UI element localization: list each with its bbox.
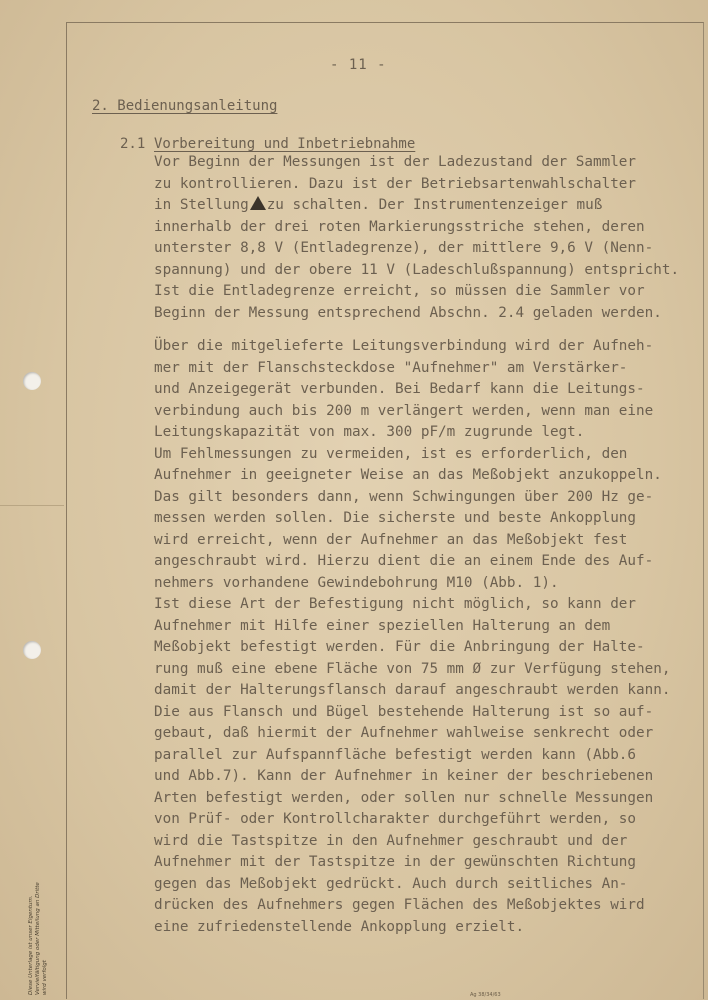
text-line: gegen das Meßobjekt gedrückt. Auch durch seitliches An- — [154, 875, 628, 892]
text-line: Um Fehlmessungen zu vermeiden, ist es erforderlich, den — [154, 445, 628, 462]
footer-note: Ag 38/34/63 — [470, 992, 501, 998]
text-line: und Anzeigegerät verbunden. Bei Bedarf kann die Leitungs- — [154, 381, 645, 397]
text-line: Leitungskapazität von max. 300 pF/m zugrunde legt. — [154, 424, 585, 440]
text-line: rung muß eine ebene Fläche von 75 mm Ø zur Verfügung stehen, — [154, 660, 671, 677]
text-line: eine zufriedenstellende Ankopplung erzielt. — [154, 918, 525, 935]
text-line: gebaut, daß hiermit der Aufnehmer wahlweise senkrecht oder — [154, 725, 654, 741]
text-segment: zu schalten. Der Instrumentenzeiger muß — [266, 197, 603, 213]
text-line: Aufnehmer in geeigneter Weise an das Meßobjekt anzukoppeln. — [154, 467, 662, 483]
text-line: innerhalb der drei roten Markierungsstriche stehen, deren — [154, 218, 645, 235]
text-line: Ist die Entladegrenze erreicht, so müssen die Sammler vor — [154, 283, 645, 299]
text-line: Meßobjekt befestigt werden. Für die Anbringung der Halte- — [154, 639, 645, 655]
subsection-number: 2.1 — [120, 136, 146, 152]
text-line: Ist diese Art der Befestigung nicht möglich, so kann der — [154, 596, 637, 612]
text-line: drücken des Aufnehmers gegen Flächen des Meßobjektes wird — [154, 897, 645, 913]
text-line: wird die Tastspitze in den Aufnehmer geschraubt und der — [154, 832, 628, 849]
text-line: spannung) und der obere 11 V (Ladeschlußspannung) entspricht. — [154, 261, 680, 278]
text-line: Die aus Flansch und Bügel bestehende Halterung ist so auf- — [154, 703, 654, 720]
triangle-symbol-icon — [250, 196, 266, 210]
text-line: angeschraubt wird. Hierzu dient die an einem Ende des Auf- — [154, 553, 654, 569]
text-line: Aufnehmer mit Hilfe einer speziellen Halterung an dem — [154, 617, 611, 634]
subsection-title: Vorbereitung und Inbetriebnahme — [154, 136, 416, 152]
text-line: von Prüf- oder Kontrollcharakter durchgeführt werden, so — [154, 811, 637, 827]
punch-hole-icon — [23, 372, 41, 390]
text-line: wird erreicht, wenn der Aufnehmer an das Meßobjekt fest — [154, 531, 628, 548]
text-line: und Abb.7). Kann der Aufnehmer in keiner der beschriebenen — [154, 768, 654, 784]
text-line: damit der Halterungsflansch darauf angeschraubt werden kann. — [154, 682, 671, 698]
text-line: zu kontrollieren. Dazu ist der Betriebsartenwahlschalter — [154, 175, 637, 192]
text-segment: in Stellung — [154, 197, 249, 213]
text-line: Aufnehmer mit der Tastspitze in der gewünschten Richtung — [154, 854, 637, 870]
text-line: Beginn der Messung entsprechend Abschn. 2.4 geladen werden. — [154, 304, 662, 321]
text-line: messen werden sollen. Die sicherste und beste Ankopplung — [154, 510, 637, 526]
paragraph-charge-check — [154, 152, 694, 324]
paragraph-connection-mounting — [154, 336, 694, 938]
punch-hole-icon — [23, 641, 41, 659]
margin-copyright-note: Diese Unterlage ist unser Eigentum. Vervielfältigung oder Mitteilung an Dritte wird verfolgt — [28, 882, 48, 995]
text-line — [154, 195, 694, 217]
text-line: verbindung auch bis 200 m verlängert werden, wenn man eine — [154, 402, 654, 419]
text-line: mer mit der Flanschsteckdose "Aufnehmer" am Verstärker- — [154, 359, 628, 376]
text-line: parallel zur Aufspannfläche befestigt werden kann (Abb.6 — [154, 746, 637, 763]
text-line: Vor Beginn der Messungen ist der Ladezustand der Sammler — [154, 154, 637, 170]
text-line: Arten befestigt werden, oder sollen nur schnelle Messungen — [154, 789, 654, 806]
text-line: nehmers vorhandene Gewindebohrung M10 (Abb. 1). — [154, 574, 559, 591]
fold-line — [0, 505, 64, 506]
text-line: Das gilt besonders dann, wenn Schwingungen über 200 Hz ge- — [154, 488, 654, 505]
text-line: Über die mitgelieferte Leitungsverbindung wird der Aufneh- — [154, 338, 654, 354]
text-line: unterster 8,8 V (Entladegrenze), der mittlere 9,6 V (Nenn- — [154, 240, 654, 256]
section-heading: 2. Bedienungsanleitung — [92, 98, 278, 114]
page-number: - 11 - — [330, 57, 387, 73]
